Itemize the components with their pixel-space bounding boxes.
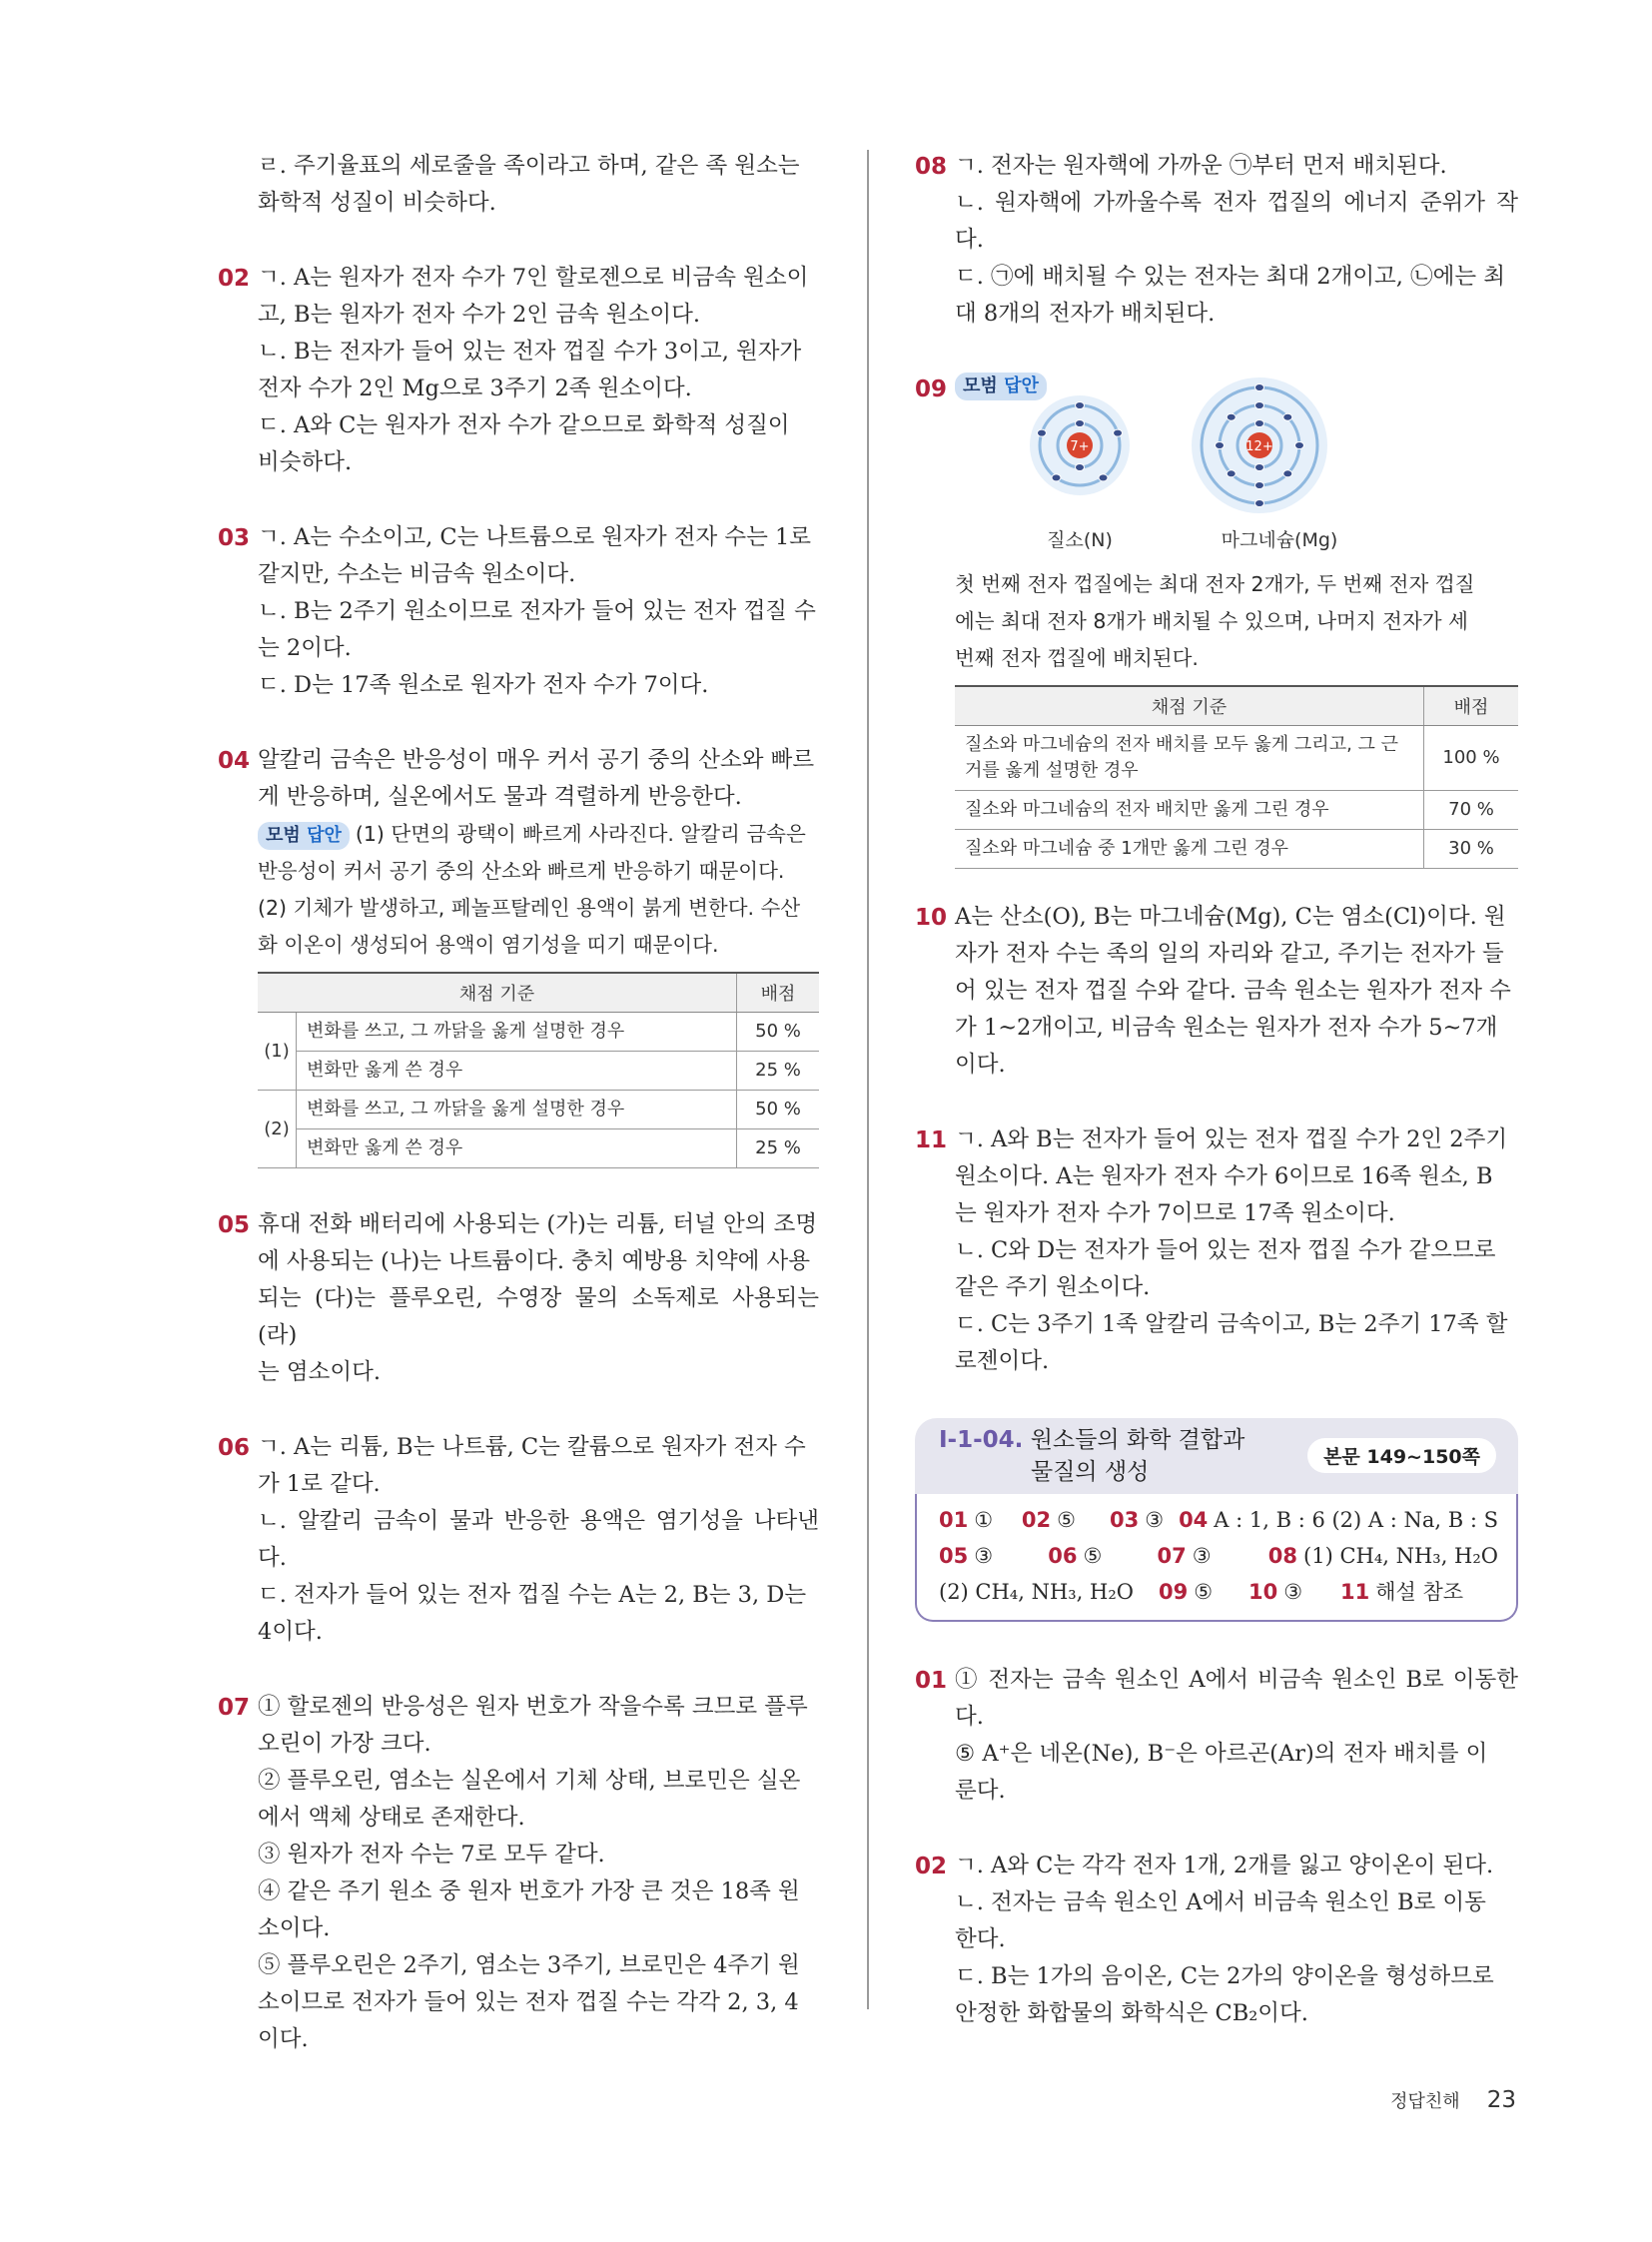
page-number: 23 xyxy=(1486,2087,1516,2113)
nitrogen-label: 질소(N) xyxy=(1047,529,1113,551)
table-header: 배점 xyxy=(737,973,820,1013)
answer-row xyxy=(939,1538,1498,1574)
unit-title-line1: 원소들의 화학 결합과 xyxy=(1030,1427,1245,1453)
answer-number: 02 xyxy=(1021,1508,1052,1532)
answer-number: 07 xyxy=(1157,1544,1187,1568)
question-number: 04 xyxy=(218,748,251,774)
answer-value: (1) CH₄, NH₃, H₂O xyxy=(1303,1544,1498,1568)
text-line: 첫 번째 전자 껍질에는 최대 전자 2개가, 두 번째 전자 껍질 xyxy=(955,572,1475,596)
nitrogen-electron xyxy=(1052,474,1061,481)
text-line: 가 1로 같다. xyxy=(258,1471,381,1497)
magnesium-electron xyxy=(1216,442,1225,449)
table-cell: 100 % xyxy=(1424,726,1519,791)
magnesium-electron xyxy=(1227,413,1236,420)
magnesium-electron xyxy=(1227,470,1236,477)
unit-header xyxy=(915,1418,1518,1494)
text-line: ㄹ. 주기율표의 세로줄을 족이라고 하며, 같은 족 원소는 xyxy=(258,153,800,179)
question-number: 10 xyxy=(915,905,948,931)
badge-text: 모범 xyxy=(963,375,998,396)
unit-question-01 xyxy=(915,1662,1518,1810)
text-line: 되는 (다)는 플루오린, 수영장 물의 소독제로 사용되는 (라) xyxy=(258,1285,819,1348)
text-line: ㄱ. 전자는 원자핵에 가까운 ㉠부터 먼저 배치된다. xyxy=(955,153,1447,179)
answer-value: 해설 참조 xyxy=(1375,1580,1464,1604)
unit-question-02 xyxy=(915,1848,1518,2032)
nitrogen-electron xyxy=(1037,429,1046,436)
table-cell: 변화를 쓰고, 그 까닭을 옳게 설명한 경우 xyxy=(297,1091,737,1129)
answer-number: 03 xyxy=(1109,1508,1140,1532)
question-04 xyxy=(218,742,819,1168)
table-cell: 30 % xyxy=(1424,830,1519,869)
unit-page-ref: 본문 149~150쪽 xyxy=(1307,1438,1496,1473)
question-08 xyxy=(915,148,1518,333)
answer-value: ③ xyxy=(974,1544,994,1568)
text-line: ㄷ. 전자가 들어 있는 전자 껍질 수는 A는 2, B는 3, D는 xyxy=(258,1582,807,1608)
answer-value: ⑤ xyxy=(1194,1580,1214,1604)
nitrogen-electron xyxy=(1099,474,1108,481)
text-line: 에는 최대 전자 8개가 배치될 수 있으며, 나머지 전자가 세 xyxy=(955,609,1468,633)
question-number: 11 xyxy=(915,1127,948,1153)
text-line: 같지만, 수소는 비금속 원소이다. xyxy=(258,561,576,587)
question-02 xyxy=(218,260,819,481)
text-line: ㄴ. C와 D는 전자가 들어 있는 전자 껍질 수가 같으므로 xyxy=(955,1237,1496,1263)
text-line: ㄱ. A와 B는 전자가 들어 있는 전자 껍질 수가 2인 2주기 xyxy=(955,1126,1508,1152)
text-line: ㄴ. B는 전자가 들어 있는 전자 껍질 수가 3이고, 원자가 xyxy=(258,339,802,365)
text-line: ㄷ. C는 3주기 1족 알칼리 금속이고, B는 2주기 17족 할 xyxy=(955,1311,1508,1337)
answer-line: 반응성이 커서 공기 중의 산소와 빠르게 반응하기 때문이다. xyxy=(258,859,785,883)
answer-number: 08 xyxy=(1267,1544,1298,1568)
answer-number: 11 xyxy=(1340,1580,1370,1604)
unit-answer-box xyxy=(915,1418,1518,1622)
left-column xyxy=(218,148,819,2096)
text-line: 알칼리 금속은 반응성이 매우 커서 공기 중의 산소와 빠르 xyxy=(258,747,815,773)
model-answer-badge xyxy=(258,822,350,850)
text-line: 대 8개의 전자가 배치된다. xyxy=(955,301,1216,327)
page-footer xyxy=(1390,2087,1516,2113)
magnesium-electron xyxy=(1295,442,1304,449)
answer-number: 09 xyxy=(1159,1580,1189,1604)
answer-value: A : 1, B : 6 (2) A : Na, B : S xyxy=(1214,1508,1498,1532)
text-line: 에서 액체 상태로 존재한다. xyxy=(258,1805,525,1831)
badge-text-highlight: 답안 xyxy=(307,825,342,846)
text-line: ③ 원자가 전자 수는 7로 모두 같다. xyxy=(258,1842,605,1868)
table-cell: 50 % xyxy=(737,1091,820,1129)
question-06 xyxy=(218,1429,819,1651)
table-header: 채점 기준 xyxy=(955,686,1424,726)
scoring-table xyxy=(955,685,1518,869)
question-number: 02 xyxy=(915,1854,948,1879)
answer-number: 05 xyxy=(939,1544,969,1568)
text-line: ⑤ 플루오린은 2주기, 염소는 3주기, 브로민은 4주기 원 xyxy=(258,1952,800,1978)
nitrogen-electron xyxy=(1114,429,1123,436)
question-number: 08 xyxy=(915,154,948,180)
text-line: 는 염소이다. xyxy=(258,1359,381,1385)
answer-row xyxy=(939,1502,1498,1538)
magnesium-electron xyxy=(1255,464,1264,471)
atom-diagrams xyxy=(955,371,1518,560)
table-header: 채점 기준 xyxy=(258,973,737,1013)
magnesium-nucleus-charge: 12+ xyxy=(1245,439,1273,454)
answer-number: 10 xyxy=(1248,1580,1278,1604)
magnesium-electron xyxy=(1255,384,1264,391)
magnesium-label: 마그네슘(Mg) xyxy=(1221,529,1338,551)
magnesium-electron xyxy=(1283,470,1292,477)
unit-title xyxy=(939,1424,1244,1488)
text-line: 이다. xyxy=(258,2026,309,2052)
table-cell: 변화만 옳게 쓴 경우 xyxy=(297,1129,737,1168)
answer-value: ③ xyxy=(1283,1580,1303,1604)
answer-value: ③ xyxy=(1145,1508,1165,1532)
badge-text-highlight: 답안 xyxy=(1004,375,1039,396)
text-line: ㄱ. A는 수소이고, C는 나트륨으로 원자가 전자 수는 1로 xyxy=(258,524,812,550)
table-cell: 질소와 마그네슘 중 1개만 옳게 그린 경우 xyxy=(955,830,1424,869)
column-divider xyxy=(867,150,869,2009)
text-line: 가 1~2개이고, 비금속 원소는 원자가 전자 수가 5~7개 xyxy=(955,1015,1498,1041)
text-line: ㄱ. A와 C는 각각 전자 1개, 2개를 잃고 양이온이 된다. xyxy=(955,1853,1494,1878)
text-line: 오린이 가장 크다. xyxy=(258,1731,431,1757)
text-line: 안정한 화합물의 화학식은 CB₂이다. xyxy=(955,2000,1308,2026)
table-cell: 25 % xyxy=(737,1129,820,1168)
text-line: ⑤ A⁺은 네온(Ne), B⁻은 아르곤(Ar)의 전자 배치를 이 xyxy=(955,1741,1488,1767)
question-number: 03 xyxy=(218,525,251,551)
unit-answers xyxy=(915,1494,1518,1622)
text-line: 어 있는 전자 껍질 수와 같다. 금속 원소는 원자가 전자 수 xyxy=(955,978,1511,1004)
magnesium-electron xyxy=(1255,402,1264,409)
text-line: ㄱ. A는 원자가 전자 수가 7인 할로젠으로 비금속 원소이 xyxy=(258,265,809,291)
table-cell: 50 % xyxy=(737,1013,820,1052)
text-line: ㄴ. 알칼리 금속이 물과 반응한 용액은 염기성을 나타낸다. xyxy=(258,1508,819,1571)
intro-block xyxy=(218,148,819,222)
nitrogen-nucleus-charge: 7+ xyxy=(1070,439,1090,454)
text-line: 자가 전자 수는 족의 일의 자리와 같고, 주기는 전자가 들 xyxy=(955,941,1504,967)
text-line: 는 원자가 전자 수가 7이므로 17족 원소이다. xyxy=(955,1200,1395,1226)
table-cell: 변화만 옳게 쓴 경우 xyxy=(297,1052,737,1091)
right-column xyxy=(915,148,1518,2070)
text-line: 룬다. xyxy=(955,1778,1006,1804)
unit-code: Ⅰ-1-04. xyxy=(939,1427,1024,1453)
nitrogen-electron xyxy=(1076,420,1085,427)
text-line: ① 할로젠의 반응성은 원자 번호가 작을수록 크므로 플루 xyxy=(258,1694,808,1720)
table-group-cell: (2) xyxy=(258,1091,297,1168)
text-line: 에 사용되는 (나)는 나트륨이다. 충치 예방용 치약에 사용 xyxy=(258,1248,810,1274)
answer-value: ③ xyxy=(1192,1544,1212,1568)
text-line: 이다. xyxy=(955,1052,1006,1078)
text-line: 는 2이다. xyxy=(258,635,352,661)
unit-title-line2: 물질의 생성 xyxy=(1031,1459,1150,1485)
text-line: 고, B는 원자가 전자 수가 2인 금속 원소이다. xyxy=(258,302,700,328)
text-line: A는 산소(O), B는 마그네슘(Mg), C는 염소(Cl)이다. 원 xyxy=(955,904,1506,930)
text-line: 같은 주기 원소이다. xyxy=(955,1274,1151,1300)
text-line: 소이다. xyxy=(258,1915,331,1941)
text-line: ㄷ. A와 C는 원자가 전자 수가 같으므로 화학적 성질이 xyxy=(258,412,790,438)
text-line: 비슷하다. xyxy=(258,449,353,475)
electron-configuration-diagram xyxy=(955,371,1518,520)
text-line: ㄷ. B는 1가의 음이온, C는 2가의 양이온을 형성하므로 xyxy=(955,1963,1494,1989)
text-line: 한다. xyxy=(955,1926,1006,1952)
question-number: 07 xyxy=(218,1695,251,1721)
text-line: 휴대 전화 배터리에 사용되는 (가)는 리튬, 터널 안의 조명 xyxy=(258,1211,818,1237)
answer-line: (2) 기체가 발생하고, 페놀프탈레인 용액이 붉게 변한다. 수산 xyxy=(258,896,801,920)
answer-row xyxy=(939,1574,1498,1610)
text-line: ④ 같은 주기 원소 중 원자 번호가 가장 큰 것은 18족 원 xyxy=(258,1878,800,1904)
scoring-table xyxy=(258,972,819,1168)
nitrogen-electron xyxy=(1076,402,1085,409)
text-line: ㄷ. D는 17족 원소로 원자가 전자 수가 7이다. xyxy=(258,672,709,698)
text-line: ㄱ. A는 리튬, B는 나트륨, C는 칼륨으로 원자가 전자 수 xyxy=(258,1434,806,1460)
question-number: 09 xyxy=(915,376,948,402)
question-number: 02 xyxy=(218,266,251,292)
answer-value: ⑤ xyxy=(1083,1544,1103,1568)
text-line: 전자 수가 2인 Mg으로 3주기 2족 원소이다. xyxy=(258,375,692,401)
text-line: ㄴ. B는 2주기 원소이므로 전자가 들어 있는 전자 껍질 수 xyxy=(258,598,816,624)
magnesium-electron xyxy=(1255,500,1264,507)
text-line: 소이므로 전자가 들어 있는 전자 껍질 수는 각각 2, 3, 4 xyxy=(258,1989,799,2015)
text-line: ㄷ. ㉠에 배치될 수 있는 전자는 최대 2개이고, ㉡에는 최 xyxy=(955,264,1505,290)
text-line: 4이다. xyxy=(258,1619,323,1645)
question-05 xyxy=(218,1206,819,1391)
text-line: ㄴ. 원자핵에 가까울수록 전자 껍질의 에너지 준위가 작다. xyxy=(955,190,1518,253)
answer-line: 화 이온이 생성되어 용액이 염기성을 띠기 때문이다. xyxy=(258,933,719,957)
answer-value: ⑤ xyxy=(1057,1508,1076,1532)
question-11 xyxy=(915,1121,1518,1380)
answer-value: ① xyxy=(974,1508,994,1532)
table-cell: 질소와 마그네슘의 전자 배치만 옳게 그린 경우 xyxy=(955,791,1424,830)
text-line: 번째 전자 껍질에 배치된다. xyxy=(955,646,1199,670)
answer-line: (1) 단면의 광택이 빠르게 사라진다. 알칼리 금속은 xyxy=(355,822,806,846)
magnesium-electron xyxy=(1255,420,1264,427)
table-group-cell: (1) xyxy=(258,1013,297,1091)
table-cell: 70 % xyxy=(1424,791,1519,830)
question-number: 06 xyxy=(218,1435,251,1461)
question-number: 01 xyxy=(915,1668,948,1694)
magnesium-electron xyxy=(1283,413,1292,420)
text-line: 게 반응하며, 실온에서도 물과 격렬하게 반응한다. xyxy=(258,784,742,810)
question-03 xyxy=(218,519,819,704)
badge-text: 모범 xyxy=(266,825,301,846)
question-09 xyxy=(915,371,1518,869)
answer-value: (2) CH₄, NH₃, H₂O xyxy=(939,1580,1134,1604)
question-07 xyxy=(218,1689,819,2058)
text-line: ② 플루오린, 염소는 실온에서 기체 상태, 브로민은 실온 xyxy=(258,1768,801,1794)
text-line: 화학적 성질이 비슷하다. xyxy=(258,190,496,216)
answer-number: 04 xyxy=(1179,1508,1209,1532)
question-10 xyxy=(915,899,1518,1084)
table-cell: 변화를 쓰고, 그 까닭을 옳게 설명한 경우 xyxy=(297,1013,737,1052)
text-line: ① 전자는 금속 원소인 A에서 비금속 원소인 B로 이동한다. xyxy=(955,1667,1518,1730)
answer-number: 01 xyxy=(939,1508,969,1532)
magnesium-electron xyxy=(1255,482,1264,489)
text-line: 로젠이다. xyxy=(955,1348,1050,1374)
footer-label: 정답친해 xyxy=(1390,2091,1460,2112)
text-line: ㄴ. 전자는 금속 원소인 A에서 비금속 원소인 B로 이동 xyxy=(955,1889,1486,1915)
table-cell: 25 % xyxy=(737,1052,820,1091)
table-header: 배점 xyxy=(1424,686,1519,726)
nitrogen-electron xyxy=(1076,464,1085,471)
question-number: 05 xyxy=(218,1212,251,1238)
text-line: 원소이다. A는 원자가 전자 수가 6이므로 16족 원소, B xyxy=(955,1163,1493,1189)
table-cell: 질소와 마그네슘의 전자 배치를 모두 옳게 그리고, 그 근거를 옳게 설명한 경우 xyxy=(955,726,1424,791)
answer-number: 06 xyxy=(1048,1544,1078,1568)
